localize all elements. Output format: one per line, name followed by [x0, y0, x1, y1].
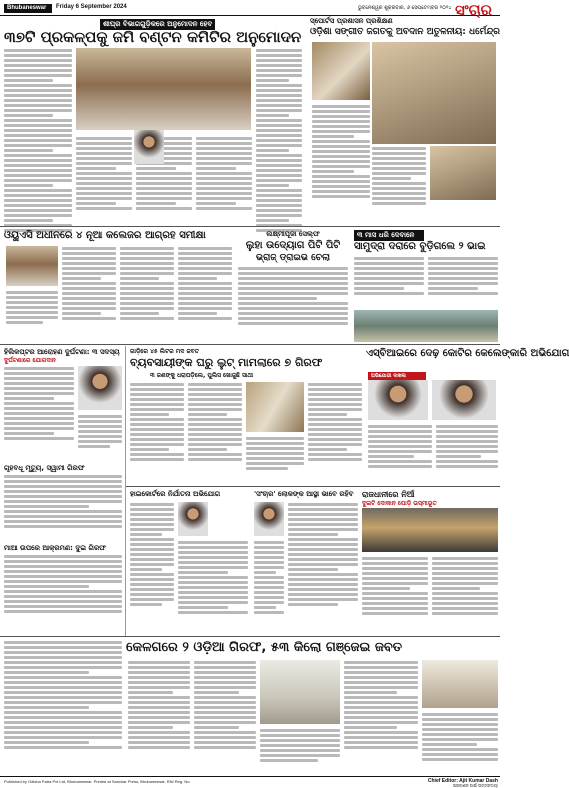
- boats-body-col2: [428, 256, 498, 308]
- sports-photo-third: [430, 146, 496, 200]
- sbi-photo-1: [368, 380, 428, 420]
- college-body-col3: [178, 246, 232, 336]
- river-photo: [354, 310, 498, 342]
- chief-editor: Chief Editor: Ajit Kumar Dash: [427, 778, 498, 784]
- loot-headline: ବ୍ୟବସାୟୀଙ୍କ ଘରୁ ଲୁଟ୍ ମାମଲାରେ ୭ ଗିରଫ: [130, 356, 323, 369]
- newspaper-logo: ସଂଚାର: [455, 1, 492, 19]
- fire-body-col1: [362, 556, 428, 632]
- sbi-photo-2: [432, 380, 496, 420]
- bottom-left-body: [4, 640, 122, 772]
- section-divider-3: [126, 486, 500, 487]
- column-rule-left: [125, 346, 126, 636]
- left-portrait: [78, 366, 122, 410]
- sports-body-col1: [312, 104, 370, 220]
- sancha-headline: 'ସଂଚାର' ଲୋକଙ୍କ ଆସ୍ଥା ଭାବେ ରହିବ: [254, 490, 354, 498]
- date-label: Friday 6 September 2024: [56, 4, 127, 10]
- sancha-body-col1: [254, 540, 284, 632]
- section-divider-4: [0, 636, 500, 637]
- bottom-right-photo: [422, 660, 498, 708]
- main-headline: ୩୭ଟି ପ୍ରକଳ୍ପକୁ ଜମି ବଣ୍ଟନ କମିଟିର ଅନୁମୋଦନ: [4, 28, 302, 46]
- fire-body-col2: [432, 556, 498, 632]
- loot-kicker: ଗାଡ଼ିରେ ୪୫ ଲିଟର ମଦ ଜବତ: [130, 348, 199, 355]
- official-portrait: [134, 130, 164, 164]
- sports-kicker: ସ୍ପୋର୍ଟସ ପ୍ରଶାସନ ପ୍ରଶିକ୍ଷଣ: [310, 17, 393, 25]
- ganja-body-col1: [128, 660, 190, 772]
- college-body-col1: [62, 246, 116, 336]
- sancha-body-col2: [288, 502, 358, 632]
- imprint-text: Published by Odisha Patra Pvt Ltd, Bhubaneswar. Printed at Sanchar Press, Bhubaneswar. RNI Reg. No.: [4, 779, 191, 784]
- sbi-body-col2: [436, 424, 498, 482]
- medical-body-col1: [130, 502, 174, 632]
- sbi-kicker: ଅଭିଯୋଗୀ ଦାଖଲ: [368, 372, 426, 380]
- ganja-photo: [260, 660, 340, 724]
- fire-subhead: ଦୁଇଟି ଦୋକାନ ପୋଡ଼ି ଭସ୍ମୀଭୂତ: [362, 500, 437, 507]
- left-headline-2: ଗୃହବଧୂ ମୃତ୍ୟୁ, ସ୍ୱାମୀ ଗିରଫ: [4, 464, 85, 472]
- loot-body-col1: [130, 382, 184, 482]
- sbi-body-col1: [368, 424, 432, 482]
- left-headline-3: ମାଆ ଉପରେ ଆକ୍ରମଣ: ଦୁଇ ଗିରଫ: [4, 544, 106, 552]
- masthead: [0, 0, 500, 19]
- medical-headline: ହାଇକୋର୍ଟରେ ନିର୍ଯାତନା ଅଭିଯୋଗ: [130, 490, 221, 498]
- college-body-col0: [6, 290, 58, 336]
- left-body-1: [4, 366, 74, 460]
- medical-portrait: [178, 502, 208, 536]
- main-body-col3b: [196, 136, 252, 228]
- ganja-body-col3: [260, 728, 340, 772]
- editor-line: ପ୍ରକାଶନ ପାଇଁ ଉତ୍ତରଦାୟୀ: [453, 783, 498, 788]
- college-headline: ଓୟୁଏସି ଅଧୀନରେ ୪ ନୂଆ କଲେଜର ଆଗ୍ରହ ସମୀକ୍ଷା: [4, 230, 206, 241]
- loot-body-col3: [246, 436, 304, 482]
- main-body-col2: [76, 136, 132, 228]
- sbi-headline: ଏସ୍‌ବିଆଇରେ ଦେଢ଼ କୋଟିର କେଲେଙ୍କାରି ଅଭିଯୋଗ: [366, 348, 569, 359]
- section-divider-1: [0, 226, 500, 227]
- city-label: Bhubaneswar: [4, 4, 52, 13]
- sancha-portrait: [254, 502, 284, 536]
- boats-headline: ସାମୁଦ୍ରା ଦରାରେ ବୁଡ଼ିଗଲେ ୨ ଭାଇ: [354, 241, 486, 252]
- cm-kicker: ଲକ୍ଷ୍ମୀପୂଜା ସେଲ୍ଫ: [266, 230, 320, 238]
- left-body-1b: [78, 414, 122, 460]
- cm-subhead: ଭ୍ରାଜ୍ ଡ୍ରାଇଭ ଚେଲା: [255, 253, 331, 263]
- sports-photo-small: [312, 42, 370, 100]
- sports-photo-large: [372, 42, 496, 144]
- section-divider-2: [0, 344, 500, 345]
- left-headline: ହିଲିକପ୍ଟର ଆରୋହଣ ଦୁର୍ଘଟଣା: ୩ ସଦସ୍ୟ: [4, 348, 120, 356]
- boats-body-col1: [354, 256, 424, 308]
- college-photo: [6, 246, 58, 286]
- medical-body-col2: [178, 540, 248, 632]
- fire-photo: [362, 508, 498, 552]
- ganja-body-col5: [422, 712, 498, 772]
- ganja-headline: କେଳଗରେ ୨ ଓଡ଼ିଆ ଗିରଫ, ୫୩ କିଲୋ ଗଞ୍ଜେଇ ଜବତ: [126, 640, 402, 655]
- left-body-3: [4, 554, 122, 630]
- imprint-footer: [0, 776, 500, 787]
- loot-body-col2: [188, 382, 242, 482]
- loot-body-col4: [308, 382, 362, 482]
- college-body-col2: [120, 246, 174, 336]
- boats-kicker: ୩ ମାସ ଧରି ଦେବାନେ: [354, 230, 424, 241]
- meeting-photo: [76, 48, 251, 130]
- cm-body: [238, 266, 348, 338]
- loot-subhead: ୩ ଜଣଙ୍କୁ ଧରାପଡ଼ିଲେ, ପୁଲିସ ଖୋଜୁଛି ସାଥୀ: [150, 372, 254, 379]
- cm-headline: ଲୁହା ଉଦ୍ୟୋଗ ପିଟି ପିଟି: [245, 240, 341, 251]
- ganja-body-col2: [194, 660, 256, 772]
- ganja-body-col4: [344, 660, 418, 772]
- fire-headline: ରାଜଧାନୀରେ ନିଆଁ: [362, 490, 415, 499]
- left-kicker: ଦୁର୍ଘଟଣାରେ ଯୋଗଦାନ: [4, 357, 56, 364]
- sports-body-col2: [372, 146, 426, 220]
- left-body-2: [4, 474, 122, 540]
- main-kicker: ଶୀଘ୍ର ବିଭାଗଗୁଡ଼ିକରେ ଅନୁମୋଦନ ହେବ: [100, 19, 215, 30]
- loot-photo: [246, 382, 304, 432]
- sports-headline: ଓଡ଼ିଶା ସଙ୍ଗୀତ ଜଗତକୁ ଅବଦାନ ଅତୁଳନୀୟ: ଧର୍ମେନ୍ଦ୍ର: [310, 27, 500, 37]
- odia-date-label: ଭୁବନେଶ୍ୱର ଶୁକ୍ରବାର, ୬ ସେପ୍ଟେମ୍ବର ୨୦୨୪: [358, 5, 452, 11]
